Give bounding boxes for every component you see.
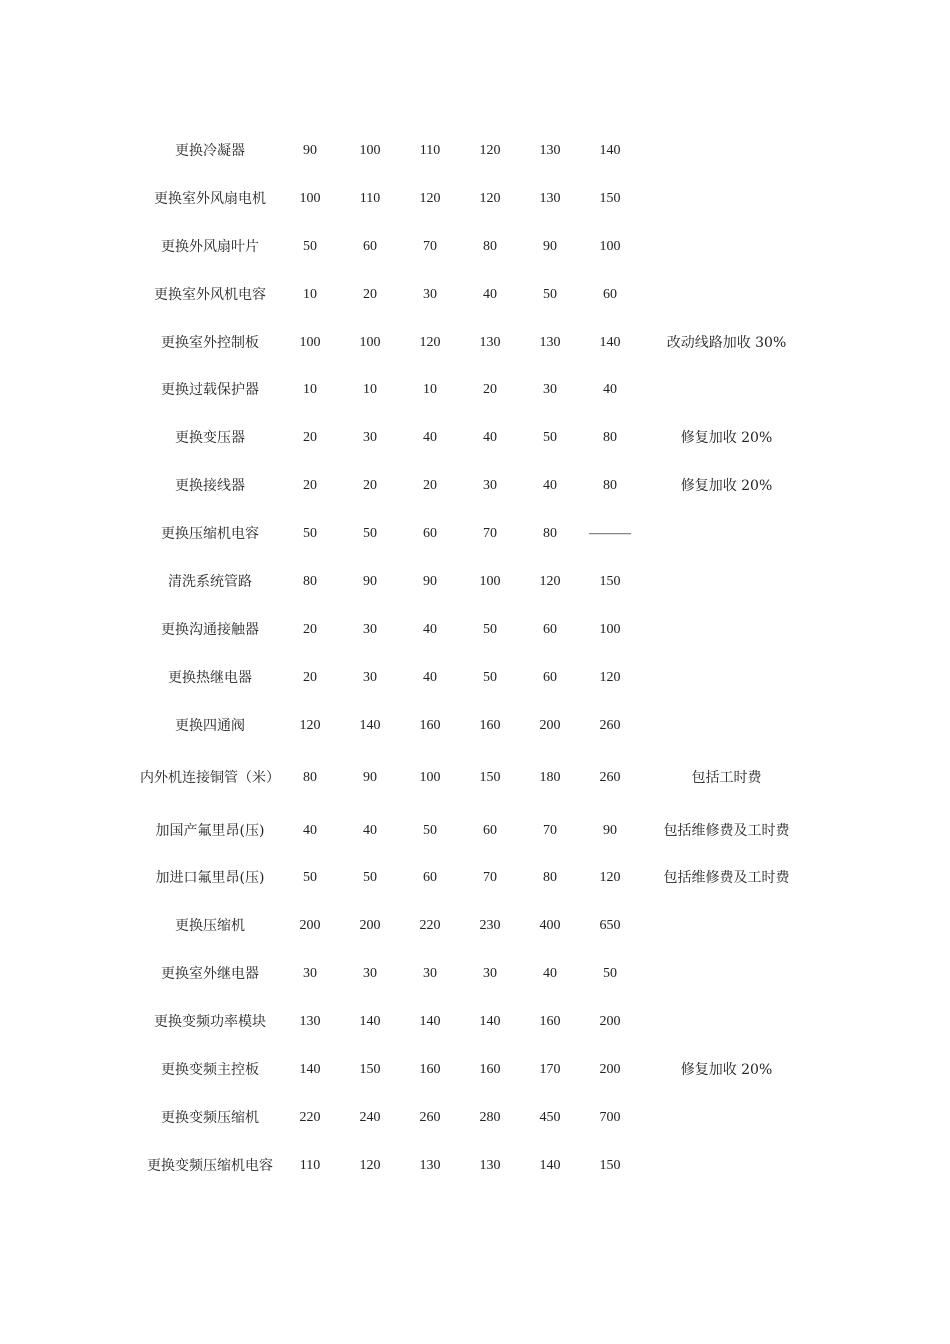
note-cell <box>640 175 813 223</box>
note-cell <box>640 510 813 558</box>
price-cell: 120 <box>479 142 501 158</box>
note-cell: 修复加收 20% <box>680 1061 773 1078</box>
item-name-cell: 更换室外风扇电机 <box>154 190 266 207</box>
price-cell: 130 <box>419 1157 441 1173</box>
item-name-cell: 更换外风扇叶片 <box>161 238 259 255</box>
note-cell <box>640 1142 813 1190</box>
price-cell: 140 <box>359 1014 381 1030</box>
note-cell: 修复加收 20% <box>680 478 773 495</box>
note-cell <box>640 606 813 654</box>
price-cell: 100 <box>359 142 381 158</box>
note-cell <box>640 558 813 606</box>
price-cell: 120 <box>359 1157 381 1173</box>
price-cell: 260 <box>599 770 621 786</box>
price-cell: 30 <box>483 966 497 982</box>
price-cell: 150 <box>599 573 621 589</box>
table-row <box>140 750 813 807</box>
price-cell: 40 <box>423 621 437 637</box>
price-cell: 110 <box>419 142 441 158</box>
price-cell: 20 <box>303 669 317 685</box>
price-cell: 150 <box>479 770 501 786</box>
price-cell: 130 <box>299 1014 321 1030</box>
price-cell: 90 <box>363 573 377 589</box>
price-cell: 100 <box>599 238 621 254</box>
price-cell: 220 <box>419 918 441 934</box>
price-cell: 90 <box>363 770 377 786</box>
price-cell: 20 <box>303 621 317 637</box>
price-cell: 50 <box>363 870 377 886</box>
price-cell: 60 <box>483 822 497 838</box>
price-cell: 10 <box>303 286 317 302</box>
note-cell <box>640 223 813 271</box>
note-cell <box>640 271 813 319</box>
price-cell: 40 <box>603 382 617 398</box>
item-name-cell: 更换四通阀 <box>175 717 245 734</box>
item-name-cell: 更换变压器 <box>175 430 245 447</box>
price-cell: 140 <box>599 334 621 350</box>
price-cell: 40 <box>543 966 557 982</box>
price-cell: 400 <box>539 918 561 934</box>
price-cell: 120 <box>419 190 441 206</box>
price-cell: 70 <box>483 870 497 886</box>
price-cell: 120 <box>599 870 621 886</box>
price-cell: 140 <box>359 717 381 733</box>
price-cell: 130 <box>479 334 501 350</box>
item-name-cell: 更换压缩机电容 <box>161 526 259 543</box>
item-name-cell: 更换沟通接触器 <box>161 621 259 638</box>
price-cell: 160 <box>419 717 441 733</box>
price-cell: 40 <box>363 822 377 838</box>
price-cell: 50 <box>543 286 557 302</box>
price-cell: 140 <box>599 142 621 158</box>
price-cell: 30 <box>423 966 437 982</box>
price-cell: 20 <box>423 478 437 494</box>
price-cell: 30 <box>423 286 437 302</box>
price-cell: 70 <box>543 822 557 838</box>
price-cell: 130 <box>479 1157 501 1173</box>
price-cell: 130 <box>539 190 561 206</box>
note-cell <box>640 1094 813 1142</box>
item-name-cell: 更换室外控制板 <box>161 334 259 351</box>
price-cell: 50 <box>303 238 317 254</box>
repair-price-table <box>140 127 813 1190</box>
price-cell: 40 <box>543 478 557 494</box>
price-cell: 140 <box>419 1014 441 1030</box>
price-cell: 30 <box>363 966 377 982</box>
price-cell: 80 <box>543 526 557 542</box>
note-cell: 修复加收 20% <box>680 430 773 447</box>
price-cell: 120 <box>539 573 561 589</box>
table-row <box>140 902 813 950</box>
price-cell: 30 <box>363 669 377 685</box>
price-cell: 20 <box>363 478 377 494</box>
table-row <box>140 1046 813 1094</box>
note-cell <box>640 950 813 998</box>
item-name-cell: 加进口氟里昂(压) <box>155 870 265 887</box>
price-cell: 160 <box>539 1014 561 1030</box>
table-row <box>140 462 813 510</box>
price-cell: 150 <box>599 190 621 206</box>
price-cell: 180 <box>539 770 561 786</box>
item-name-cell: 更换变频压缩机 <box>161 1109 259 1126</box>
price-cell: 40 <box>423 430 437 446</box>
table-row <box>140 319 813 367</box>
table-row <box>140 223 813 271</box>
price-cell: 200 <box>599 1061 621 1077</box>
price-cell: 50 <box>483 621 497 637</box>
item-name-cell: 更换冷凝器 <box>175 142 245 159</box>
item-name-cell: 清洗系统管路 <box>168 573 252 590</box>
price-cell: 50 <box>483 669 497 685</box>
price-cell: 100 <box>599 621 621 637</box>
price-cell: 20 <box>303 430 317 446</box>
price-cell: 240 <box>359 1109 381 1125</box>
price-cell: 80 <box>603 430 617 446</box>
price-cell: 50 <box>303 870 317 886</box>
price-cell: 200 <box>359 918 381 934</box>
price-cell: 40 <box>303 822 317 838</box>
item-name-cell: 更换室外继电器 <box>161 966 259 983</box>
table-row <box>140 807 813 855</box>
note-cell <box>640 702 813 750</box>
table-row <box>140 1094 813 1142</box>
price-cell: 10 <box>423 382 437 398</box>
item-name-cell: 更换热继电器 <box>168 669 252 686</box>
price-cell: 700 <box>599 1109 621 1125</box>
table-row <box>140 510 813 558</box>
price-cell: 150 <box>599 1157 621 1173</box>
price-cell: 90 <box>543 238 557 254</box>
table-row <box>140 127 813 175</box>
item-name-cell: 更换变频功率模块 <box>154 1014 266 1031</box>
price-cell: 160 <box>479 717 501 733</box>
price-cell: 10 <box>303 382 317 398</box>
price-cell: 30 <box>303 966 317 982</box>
price-cell: 80 <box>303 770 317 786</box>
item-name-cell: 更换变频主控板 <box>161 1061 259 1078</box>
table-row <box>140 271 813 319</box>
note-cell <box>640 127 813 175</box>
price-cell: 30 <box>543 382 557 398</box>
price-cell: 160 <box>479 1061 501 1077</box>
price-cell: 80 <box>483 238 497 254</box>
price-cell: 40 <box>483 286 497 302</box>
price-cell: 50 <box>423 822 437 838</box>
price-cell: 130 <box>539 142 561 158</box>
price-cell: 60 <box>603 286 617 302</box>
price-cell: 100 <box>419 770 441 786</box>
price-cell: 40 <box>423 669 437 685</box>
item-name-cell: 更换室外风机电容 <box>154 286 266 303</box>
table-row <box>140 414 813 462</box>
price-cell: ——— <box>589 526 631 542</box>
price-cell: 260 <box>599 717 621 733</box>
price-cell: 140 <box>539 1157 561 1173</box>
item-name-cell: 更换接线器 <box>175 478 245 495</box>
price-cell: 140 <box>299 1061 321 1077</box>
table-row <box>140 1142 813 1190</box>
table-row <box>140 654 813 702</box>
price-cell: 20 <box>363 286 377 302</box>
note-cell: 包括维修费及工时费 <box>663 822 790 839</box>
table-row <box>140 854 813 902</box>
price-cell: 130 <box>539 334 561 350</box>
price-cell: 170 <box>539 1061 561 1077</box>
item-name-cell: 内外机连接铜管（米） <box>140 770 280 787</box>
price-cell: 30 <box>363 621 377 637</box>
item-name-cell: 加国产氟里昂(压) <box>155 822 265 839</box>
price-cell: 70 <box>423 238 437 254</box>
price-cell: 90 <box>303 142 317 158</box>
price-cell: 50 <box>543 430 557 446</box>
price-cell: 60 <box>423 526 437 542</box>
price-cell: 260 <box>419 1109 441 1125</box>
price-cell: 230 <box>479 918 501 934</box>
price-cell: 150 <box>359 1061 381 1077</box>
price-cell: 10 <box>363 382 377 398</box>
price-cell: 90 <box>603 822 617 838</box>
price-cell: 100 <box>299 190 321 206</box>
price-cell: 40 <box>483 430 497 446</box>
price-cell: 120 <box>479 190 501 206</box>
price-cell: 30 <box>483 478 497 494</box>
price-cell: 200 <box>599 1014 621 1030</box>
price-cell: 100 <box>479 573 501 589</box>
price-cell: 160 <box>419 1061 441 1077</box>
price-cell: 80 <box>543 870 557 886</box>
note-cell <box>640 902 813 950</box>
table-row <box>140 366 813 414</box>
price-cell: 80 <box>603 478 617 494</box>
price-cell: 450 <box>539 1109 561 1125</box>
price-cell: 280 <box>479 1109 501 1125</box>
price-cell: 110 <box>299 1157 321 1173</box>
table-body <box>140 127 813 1190</box>
note-cell <box>640 366 813 414</box>
price-cell: 200 <box>539 717 561 733</box>
price-cell: 650 <box>599 918 621 934</box>
table-row <box>140 175 813 223</box>
item-name-cell: 更换变频压缩机电容 <box>147 1157 273 1174</box>
price-cell: 60 <box>543 669 557 685</box>
price-cell: 50 <box>303 526 317 542</box>
note-cell <box>640 998 813 1046</box>
price-cell: 50 <box>363 526 377 542</box>
price-cell: 70 <box>483 526 497 542</box>
price-cell: 20 <box>303 478 317 494</box>
price-cell: 80 <box>303 573 317 589</box>
price-cell: 60 <box>543 621 557 637</box>
price-cell: 220 <box>299 1109 321 1125</box>
price-cell: 60 <box>423 870 437 886</box>
price-cell: 100 <box>299 334 321 350</box>
price-cell: 30 <box>363 430 377 446</box>
note-cell: 改动线路加收 30% <box>666 334 787 351</box>
table-row <box>140 950 813 998</box>
price-cell: 100 <box>359 334 381 350</box>
price-cell: 120 <box>299 717 321 733</box>
price-cell: 90 <box>423 573 437 589</box>
note-cell: 包括维修费及工时费 <box>663 870 790 887</box>
price-cell: 140 <box>479 1014 501 1030</box>
table-row <box>140 606 813 654</box>
price-cell: 50 <box>603 966 617 982</box>
table-row <box>140 998 813 1046</box>
table-row <box>140 558 813 606</box>
price-cell: 200 <box>299 918 321 934</box>
price-cell: 120 <box>599 669 621 685</box>
note-cell: 包括工时费 <box>691 770 762 787</box>
item-name-cell: 更换压缩机 <box>175 918 245 935</box>
table-row <box>140 702 813 750</box>
price-cell: 20 <box>483 382 497 398</box>
item-name-cell: 更换过载保护器 <box>161 382 259 399</box>
price-cell: 110 <box>359 190 381 206</box>
price-cell: 60 <box>363 238 377 254</box>
price-cell: 120 <box>419 334 441 350</box>
note-cell <box>640 654 813 702</box>
